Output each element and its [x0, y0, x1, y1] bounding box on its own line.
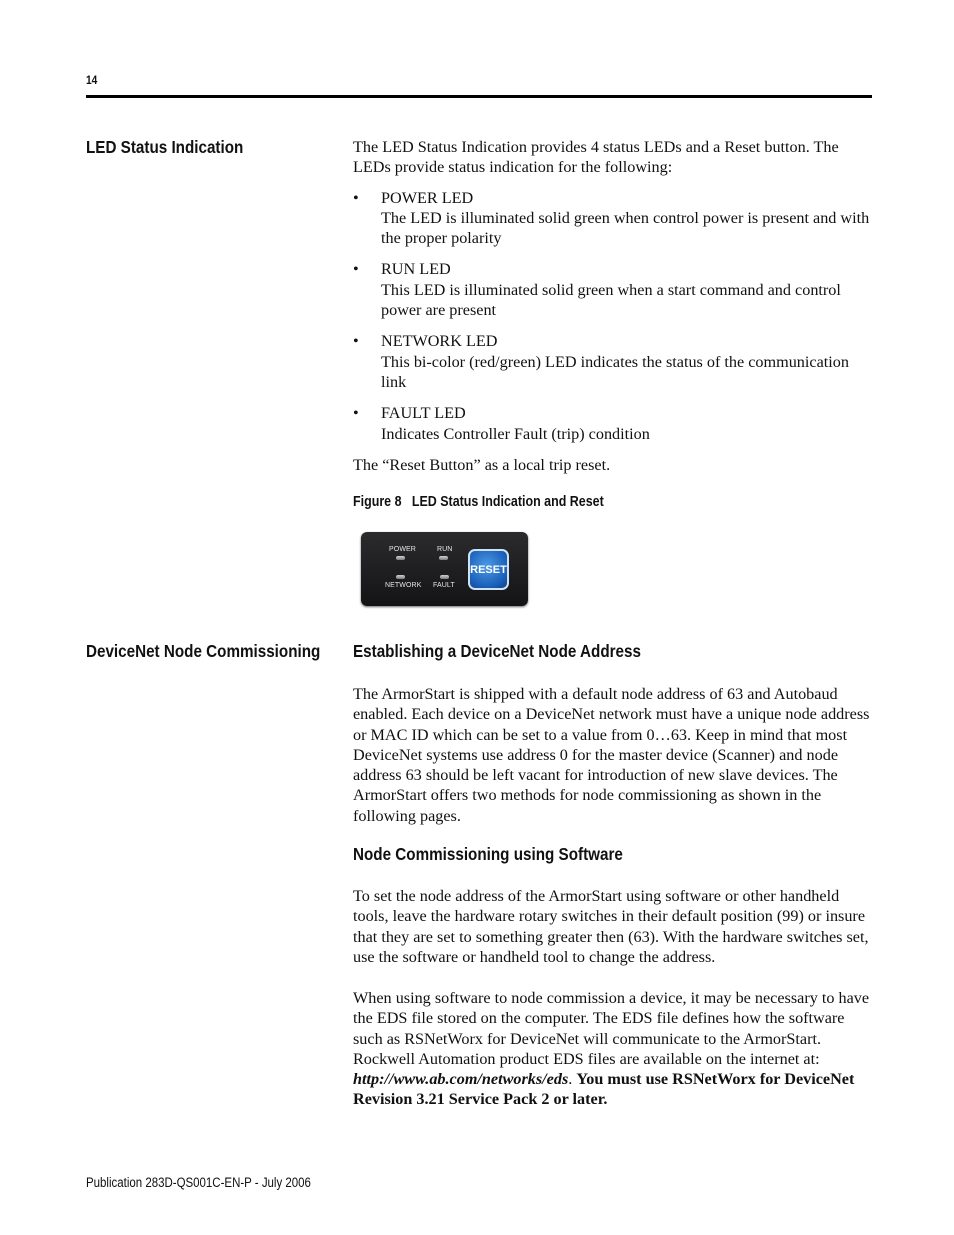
list-item [353, 259, 872, 320]
power-led-label: POWER [389, 546, 416, 553]
devicenet-heading: DeviceNet Node Commissioning [86, 641, 321, 661]
network-led-icon [396, 575, 405, 579]
list-item [353, 331, 872, 392]
software-commissioning-subheading: Node Commissioning using Software [353, 844, 623, 864]
network-led-label: NETWORK [385, 582, 422, 589]
fault-led-label: FAULT [433, 582, 455, 589]
led-item-desc: Indicates Controller Fault (trip) condition [381, 424, 650, 443]
reset-note: The “Reset Button” as a local trip reset. [353, 455, 611, 474]
fault-led-icon [440, 575, 449, 579]
led-intro-paragraph: The LED Status Indication provides 4 status LEDs and a Reset button. The LEDs provide status indication for the following: [353, 138, 839, 177]
node-address-paragraph-block [353, 684, 872, 826]
led-item-title: FAULT LED [381, 404, 466, 423]
eds-period: . [568, 1070, 577, 1089]
figure-number: Figure 8 [353, 494, 402, 510]
eds-url-link[interactable]: http://www.ab.com/networks/eds [353, 1070, 569, 1089]
software-paragraph: To set the node address of the ArmorStart using software or other handheld tools, leave the hardware rotary switches in their default position (99) or insure that they are set to something greater then (63). With the hardware switches set, use the software or handheld tool to change the address. [353, 887, 869, 966]
eds-text: When using software to node commission a device, it may be necessary to have the EDS file stored on the computer. The EDS file defines how the software such as RSNetWorx for DeviceNet will communicate to the ArmorStart. Rockwell Automation product EDS files are available on the internet at: [353, 989, 870, 1068]
led-item-title: RUN LED [381, 260, 451, 279]
run-led-label: RUN [437, 546, 453, 553]
list-item [353, 188, 872, 249]
power-led-icon [396, 556, 405, 560]
led-panel-image [361, 532, 528, 606]
led-item-title: POWER LED [381, 188, 474, 207]
node-address-paragraph: The ArmorStart is shipped with a default node address of 63 and Autobaud enabled. Each device on a DeviceNet network must have a unique node address or MAC ID which can be set to a value from 0…63. Keep in mind that most DeviceNet systems use address 0 for the master device (Scanner) and node address 63 should be left vacant for introduction of new slave devices. The ArmorStart offers two methods for node commissioning as shown in the following pages. [353, 685, 870, 825]
list-item [353, 403, 872, 444]
led-status-heading: LED Status Indication [86, 137, 244, 157]
figure-caption [353, 494, 604, 510]
rsnetworx-requirement: You must use RSNetWorx for DeviceNet Revision 3.21 Service Pack 2 or later. [353, 1070, 855, 1109]
eds-paragraph [353, 988, 872, 1110]
led-item-desc: This bi-color (red/green) LED indicates the status of the communication link [381, 352, 849, 391]
bullet-marker: • [353, 332, 359, 351]
run-led-icon [439, 556, 448, 560]
led-item-title: NETWORK LED [381, 332, 498, 351]
figure-title: LED Status Indication and Reset [411, 494, 604, 510]
software-paragraph-block [353, 886, 872, 967]
page-number: 14 [86, 73, 98, 87]
node-address-subheading: Establishing a DeviceNet Node Address [353, 641, 641, 661]
led-item-desc: The LED is illuminated solid green when control power is present and with the proper polarity [381, 208, 870, 248]
led-status-body [353, 137, 872, 475]
bullet-marker: • [353, 260, 359, 279]
led-list [353, 188, 872, 444]
bullet-marker: • [353, 404, 359, 423]
bullet-marker: • [353, 188, 359, 207]
reset-button[interactable]: RESET [468, 549, 509, 590]
eds-paragraph-block [353, 988, 872, 1110]
header-rule [86, 95, 872, 98]
led-item-desc: This LED is illuminated solid green when a start command and control power are present [381, 280, 841, 320]
publication-footer: Publication 283D-QS001C-EN-P - July 2006 [86, 1175, 311, 1190]
